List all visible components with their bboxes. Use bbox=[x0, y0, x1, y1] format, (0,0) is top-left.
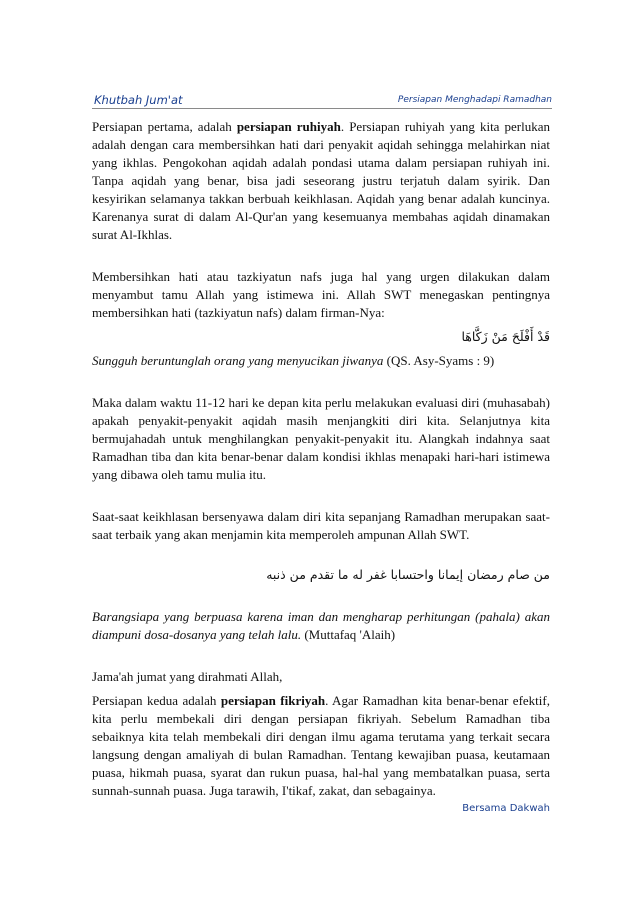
document-body bbox=[92, 118, 550, 800]
paragraph-text: . Agar Ramadhan kita benar-benar efektif, kita perlu membekali diri dengan persiapan fikriyah. Sebelum Ramadhan tiba sebaiknya kita telah membekali diri dengan ilmu agama terutama yang terkait secara langsung dengan amaliyah di bulan Ramadhan. Tentang kewajiban puasa, keutamaan puasa, hikmah puasa, syarat dan rukun puasa, hal-hal yang membatalkan puasa, serta sunnah-sunnah puasa. Juga tarawih, I'tikaf, zakat, dan sebagainya. bbox=[92, 693, 550, 798]
arabic-hadith: من صام رمضان إيمانا واحتسابا غفر له ما تقدم من ذنبه bbox=[266, 567, 550, 582]
hadith-reference: (Muttafaq 'Alaih) bbox=[301, 627, 396, 642]
paragraph-text: . Persiapan ruhiyah yang kita perlukan adalah dengan cara membersihkan hati dari penyakit aqidah sehingga melahirkan niat yang ikhlas. Pengokohan aqidah adalah pondasi utama dalam persiapan ruhiyah ini. Tanpa aqidah yang benar, bisa jadi seseorang justru terjatuh dalam syirik. Dan kesyirikan selamanya takkan berbuah keikhlasan. Aqidah yang benar adalah kuncinya. Karenanya surat di dalam Al-Qur'an yang kesemuanya membahas aqidah dinamakan surat Al-Ikhlas. bbox=[92, 119, 551, 242]
arabic-verse: قَدْ أَفْلَحَ مَنْ زَكَّاهَا bbox=[461, 329, 550, 344]
paragraph-greeting: Jama'ah jumat yang dirahmati Allah, bbox=[92, 669, 283, 684]
paragraph-persiapan-fikriyah bbox=[92, 692, 550, 800]
hadith-translation bbox=[92, 608, 550, 644]
translation-text: Barangsiapa yang berpuasa karena iman dan mengharap perhitungan (pahala) akan diampuni dosa-dosanya yang telah lalu. bbox=[92, 609, 550, 642]
paragraph-muhasabah: Maka dalam waktu 11-12 hari ke depan kita perlu melakukan evaluasi diri (muhasabah) apakah penyakit-penyakit aqidah masih menjangkiti diri kita. Selanjutnya kita bermujahadah untuk menghilangkan penyakit-penyakit itu. Alangkah indahnya saat Ramadhan tiba dan kita benar-benar dalam kondisi ikhlas menapaki hari-hari istimewa yang dibawa oleh tamu mulia itu. bbox=[92, 395, 550, 482]
header-right-title: Persiapan Menghadapi Ramadhan bbox=[397, 95, 552, 105]
verse-translation bbox=[92, 352, 550, 370]
header-rule bbox=[92, 108, 552, 109]
translation-text: Sungguh beruntunglah orang yang menyucikan jiwanya bbox=[92, 353, 384, 368]
verse-reference: (QS. Asy-Syams : 9) bbox=[383, 353, 495, 368]
paragraph-keikhlasan: Saat-saat keikhlasan bersenyawa dalam diri kita sepanjang Ramadhan merupakan saat-saat terbaik yang akan menjamin kita memperoleh ampunan Allah SWT. bbox=[92, 509, 550, 542]
paragraph-tazkiyatun-nafs: Membersihkan hati atau tazkiyatun nafs juga hal yang urgen dilakukan dalam menyambut tamu Allah yang istimewa ini. Allah SWT menegaskan pentingnya membersihkan hati (tazkiyatun nafs) dalam firman-Nya: bbox=[92, 269, 550, 320]
paragraph-text: Persiapan pertama, adalah bbox=[92, 119, 237, 134]
bold-term: persiapan fikriyah bbox=[220, 693, 326, 708]
footer-brand: Bersama Dakwah bbox=[462, 803, 550, 814]
bold-term: persiapan ruhiyah bbox=[236, 119, 341, 134]
paragraph-text: Persiapan kedua adalah bbox=[92, 693, 221, 708]
paragraph-persiapan-ruhiyah bbox=[92, 118, 550, 244]
header-left-title: Khutbah Jum'at bbox=[94, 93, 183, 107]
